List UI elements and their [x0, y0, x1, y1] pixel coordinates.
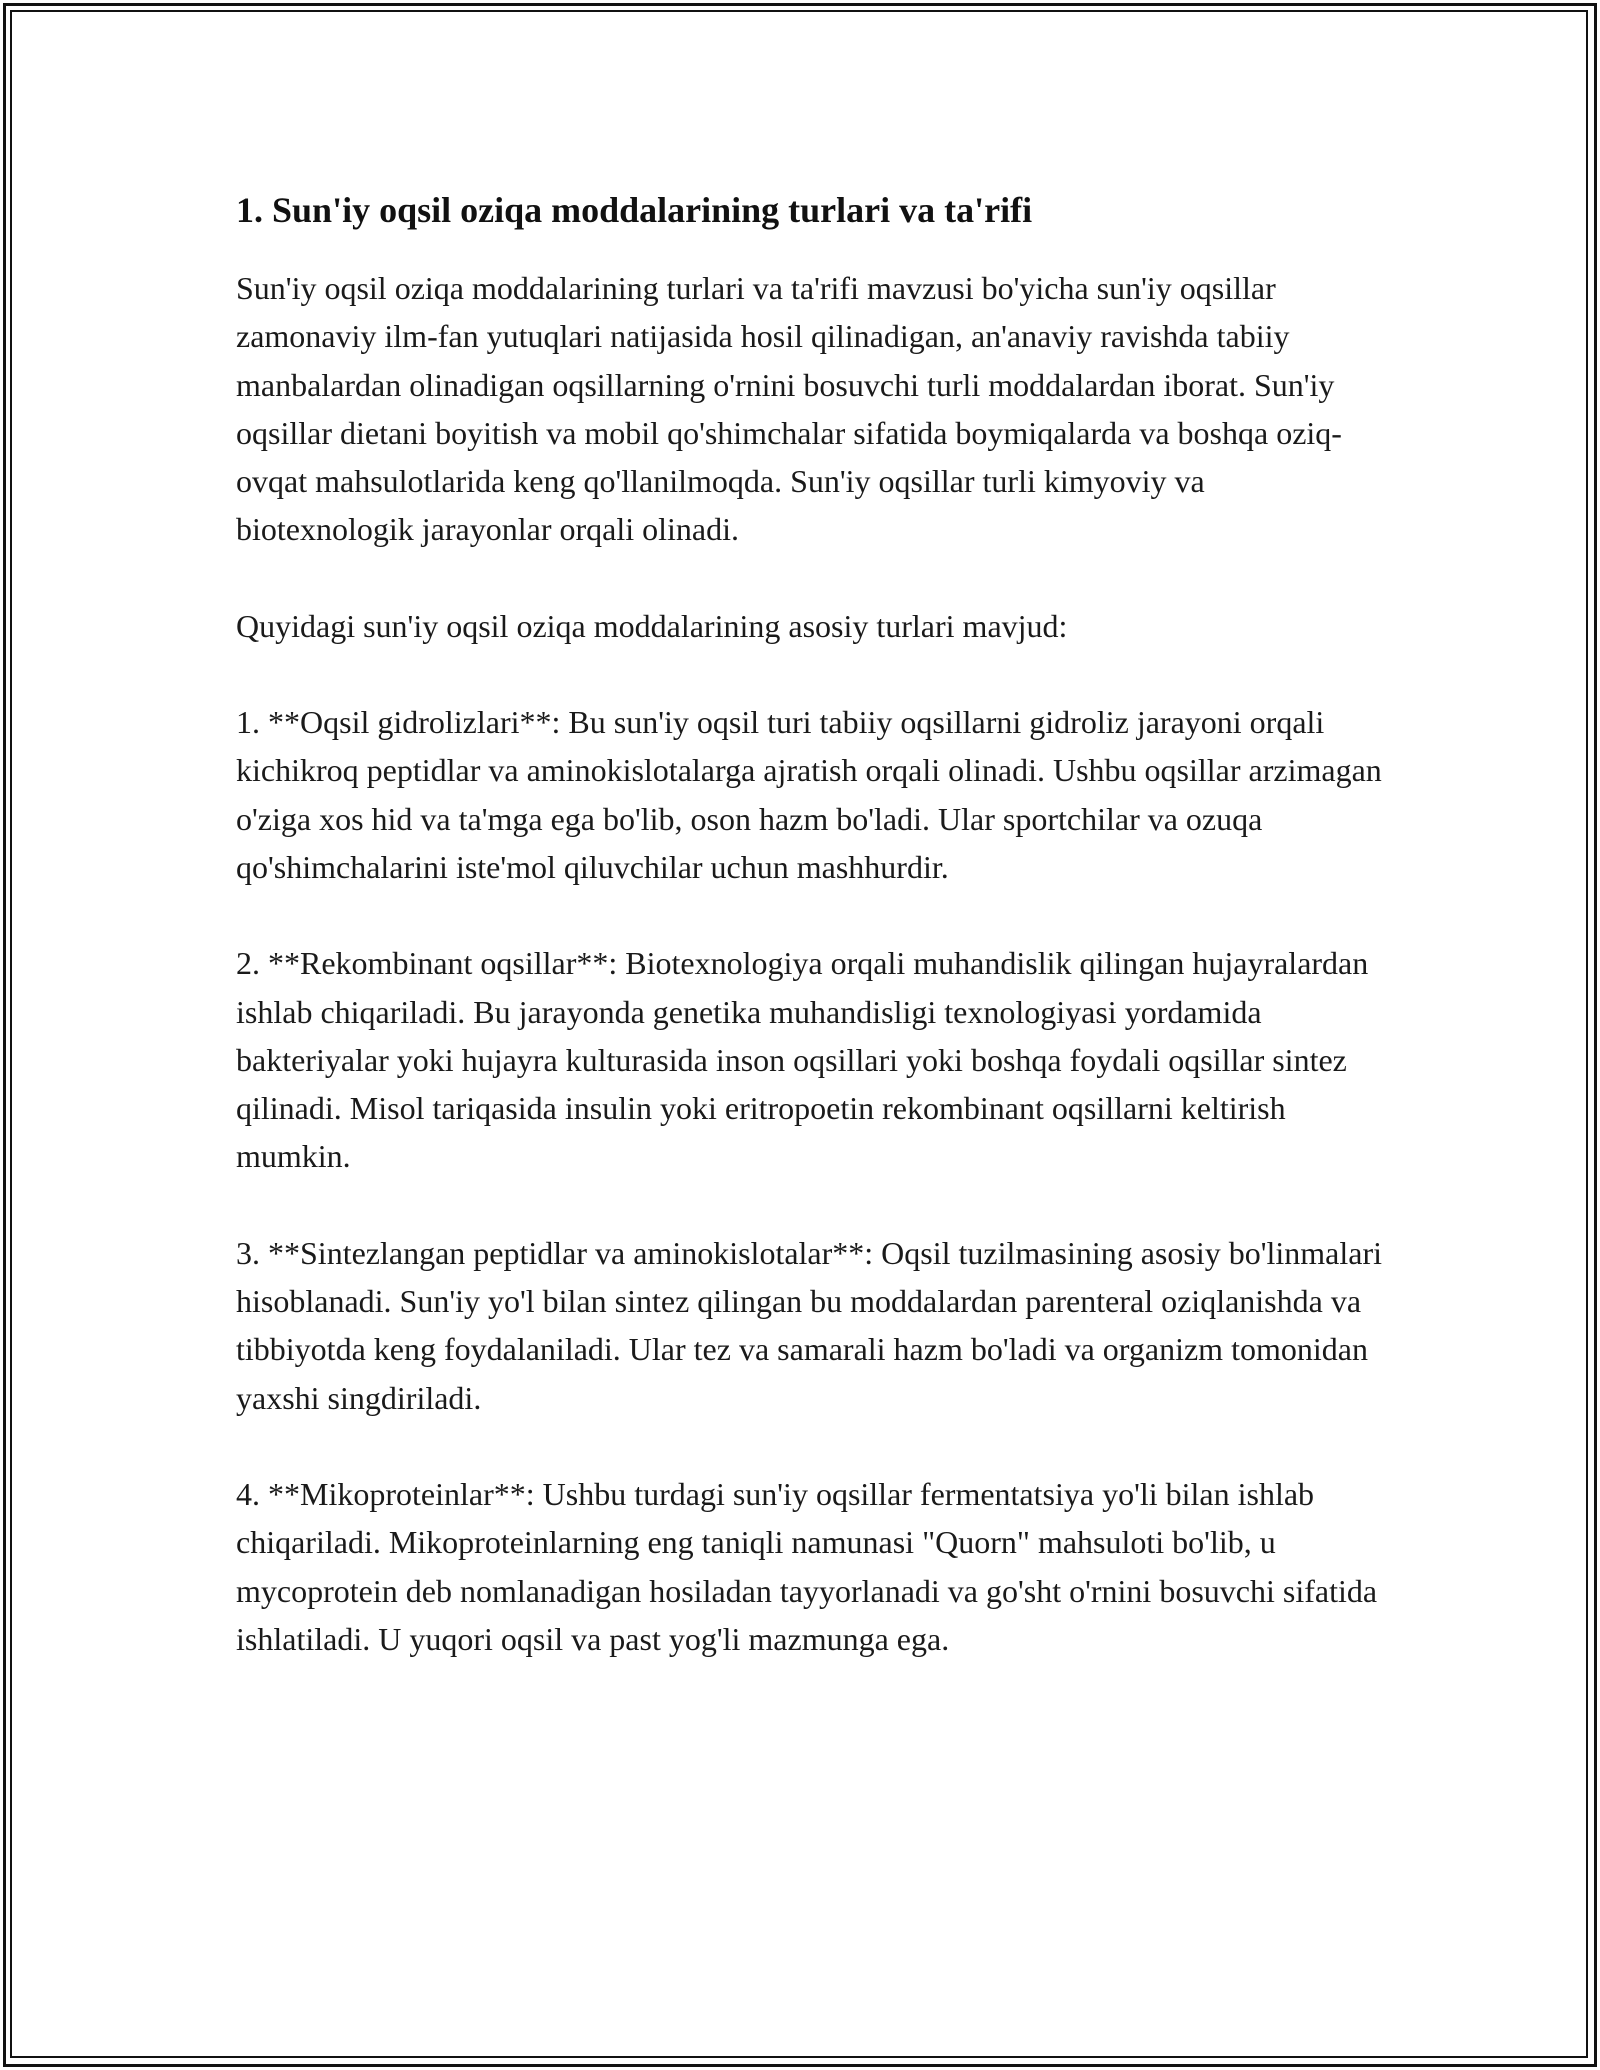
list-item-mycoproteins: 4. **Mikoproteinlar**: Ushbu turdagi sun'iy oqsillar fermentatsiya yo'li bilan ishlab chiqariladi. Mikoproteinlarning eng taniqli namunasi "Quorn" mahsuloti bo'lib, u mycoprotein deb nomlanadigan hosiladan tayyorlanadi va go'sht o'rnini bosuvchi sifatida ishlatiladi. U yuqori oqsil va past yog'li mazmunga ega.: [236, 1475, 1378, 1657]
list-item-protein-hydrolysates: 1. **Oqsil gidrolizlari**: Bu sun'iy oqsil turi tabiiy oqsillarni gidroliz jarayoni orqali kichikroq peptidlar va aminokislotalarga ajratish orqali olinadi. Ushbu oqsillar arzimagan o'ziga xos hid va ta'mga ega bo'lib, oson hazm bo'ladi. Ular sportchilar va ozuqa qo'shimchalarini iste'mol qiluvchilar uchun mashhurdir.: [236, 704, 1382, 885]
document-body: [236, 188, 1386, 1711]
document-title: 1. Sun'iy oqsil oziqa moddalarining turlari va ta'rifi: [236, 190, 1033, 230]
list-item-synthesized-peptides: 3. **Sintezlangan peptidlar va aminokislotalar**: Oqsil tuzilmasining asosiy bo'linmalari hisoblanadi. Sun'iy yo'l bilan sintez qilingan bu moddalardan parenteral oziqlanishda va tibbiyotda keng foydalaniladi. Ular tez va samarali hazm bo'ladi va organizm tomonidan yaxshi singdiriladi.: [236, 1234, 1382, 1416]
types-intro-paragraph: Quyidagi sun'iy oqsil oziqa moddalarining asosiy turlari mavjud:: [236, 607, 1068, 644]
intro-paragraph: Sun'iy oqsil oziqa moddalarining turlari va ta'rifi mavzusi bo'yicha sun'iy oqsillar zamonaviy ilm-fan yutuqlari natijasida hosil qilinadigan, an'anaviy ravishda tabiiy manbalardan olinadigan oqsillarning o'rnini bosuvchi turli moddalardan iborat. Sun'iy oqsillar dietani boyitish va mobil qo'shimchalar sifatida boymiqalarda va boshqa oziq-ovqat mahsulotlarida keng qo'llanilmoqda. Sun'iy oqsillar turli kimyoviy va biotexnologik jarayonlar orqali olinadi.: [236, 270, 1342, 548]
list-item-recombinant-proteins: 2. **Rekombinant oqsillar**: Biotexnologiya orqali muhandislik qilingan hujayralardan ishlab chiqariladi. Bu jarayonda genetika muhandisligi texnologiyasi yordamida bakteriyalar yoki hujayra kulturasida inson oqsillari yoki boshqa foydali oqsillar sintez qilinadi. Misol tariqasida insulin yoki eritropoetin rekombinant oqsillarni keltirish mumkin.: [236, 945, 1369, 1175]
